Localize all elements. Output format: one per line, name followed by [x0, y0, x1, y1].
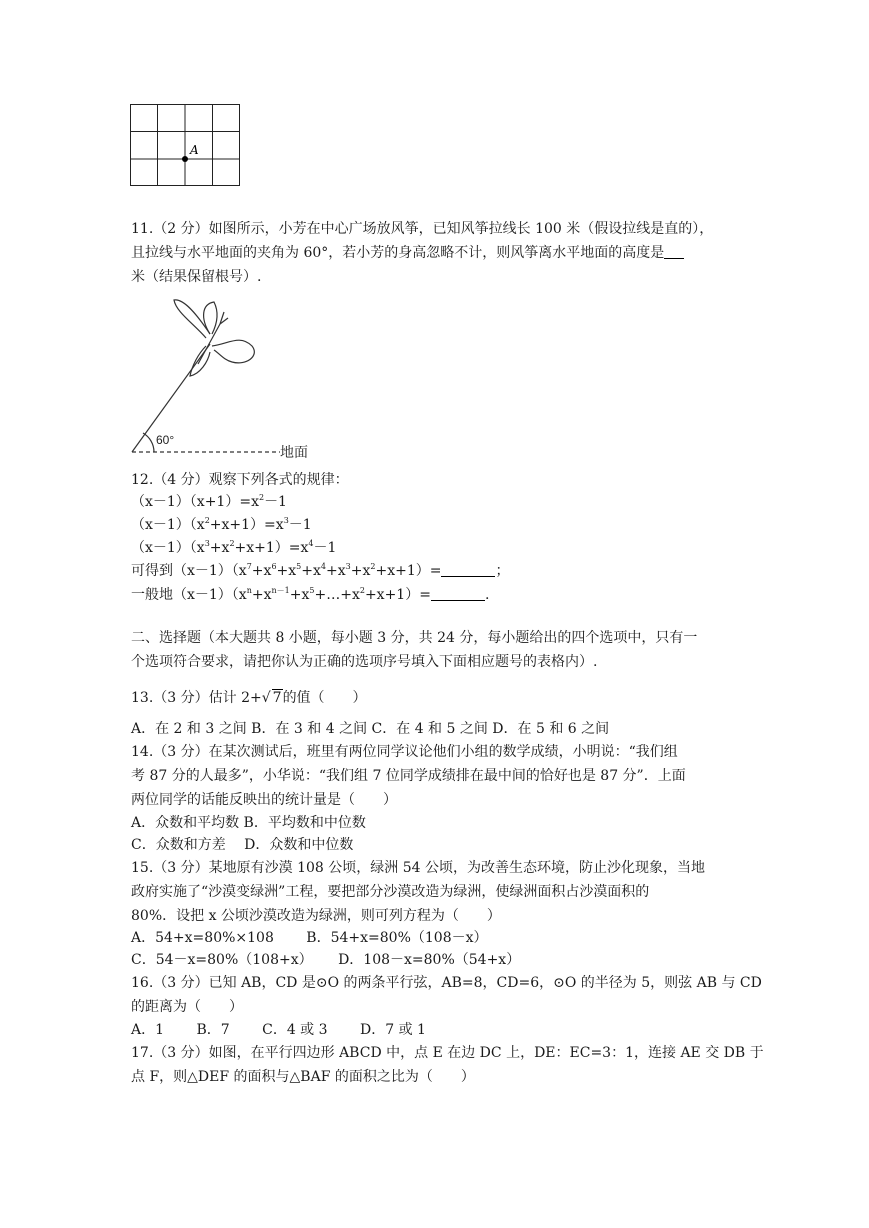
- q12-title: 12.（4 分）观察下列各式的规律：: [131, 472, 349, 488]
- butterfly-lower-wing: [212, 340, 254, 363]
- q12-derive: 可得到$(x-1)(x^7+x^6+x^5+x^4+x^3+x^2+x+1)=$ ；: [131, 562, 510, 579]
- q16-line1: 16.（3 分）已知 AB，CD 是⊙O 的两条平行弦，AB=8，CD=6，⊙O 的半径为 5，则弦 AB 与 CD: [131, 975, 762, 991]
- point-a-label: A: [190, 143, 199, 157]
- q12-eq1: $(x-1)(x+1)=x^2-1$: [131, 493, 287, 510]
- grid-figure: [130, 104, 242, 188]
- q14-line1: 14.（3 分）在某次测试后，班里有两位同学议论他们小组的数学成绩，小明说：“我们组: [131, 744, 678, 760]
- q12-general: 一般地$(x-1)(x^n+x^{n-1}+x^5+\dots+x^2+x+1)=$ .: [131, 586, 490, 603]
- angle-arc: [143, 433, 154, 452]
- q13-options: A．在 2 和 3 之间 B．在 3 和 4 之间 C．在 4 和 5 之间 D．在 5 和 6 之间: [131, 721, 610, 737]
- q13-stem: 13.（3 分）估计 2+√ 7的值（ ）: [131, 690, 367, 706]
- q17-line1: 17.（3 分）如图，在平行四边形 ABCD 中，点 E 在边 DC 上，DE：EC=3：1，连接 AE 交 DB 于: [131, 1045, 764, 1061]
- kite-figure: [128, 294, 308, 460]
- q15-options1: A．54+x=80%×108 B．54+x=80%（108－x）: [131, 930, 488, 946]
- point-a: [182, 156, 188, 162]
- q15-line2: 政府实施了“沙漠变绿洲”工程，要把部分沙漠改造为绿洲，使绿洲面积占沙漠面积的: [131, 884, 650, 900]
- section2-line2: 个选项符合要求，请把你认为正确的选项序号填入下面相应题号的表格内）.: [131, 654, 598, 670]
- q13-radicand: 7: [272, 690, 282, 706]
- q11-line2-text: 且拉线与水平地面的夹角为 60°，若小芳的身高忽略不计，则风筝离水平地面的高度是: [131, 245, 665, 261]
- q16-options: A．1 B．7 C．4 或 3 D．7 或 1: [131, 1022, 426, 1038]
- ground-label: 地面: [280, 444, 308, 460]
- angle-label: 60°: [156, 433, 175, 447]
- q16-line2: 的距离为（ ）: [131, 999, 243, 1015]
- q11-answer-blank: [664, 244, 684, 259]
- q15-line3: 80%．设把 x 公顷沙漠改造为绿洲，则可列方程为（ ）: [131, 908, 501, 924]
- q14-options2: C．众数和方差 D．众数和中位数: [131, 837, 354, 853]
- section2-line1: 二、选择题（本大题共 8 小题，每小题 3 分，共 24 分，每小题给出的四个选项中，只有一: [131, 630, 698, 646]
- q11-line2: [131, 243, 684, 263]
- butterfly-body: [198, 324, 220, 364]
- q14-line3: 两位同学的话能反映出的统计量是（ ）: [131, 792, 397, 808]
- q12-general-blank: [431, 586, 485, 601]
- q12-eq3: $(x-1)(x^3+x^2+x+1)=x^4-1$: [131, 539, 337, 556]
- q11-line1: 11.（2 分）如图所示，小芳在中心广场放风筝，已知风筝拉线长 100 米（假设拉线是直的），: [131, 221, 714, 237]
- q14-line2: 考 87 分的人最多”，小华说：“我们组 7 位同学成绩排在最中间的恰好也是 87 分”．上面: [131, 768, 686, 784]
- q12-eq2: $(x-1)(x^2+x+1)=x^3-1$: [131, 516, 312, 533]
- sqrt-symbol: √: [261, 690, 271, 706]
- q14-options1: A．众数和平均数 B．平均数和中位数: [131, 815, 366, 831]
- q11-line3: 米（结果保留根号）.: [131, 269, 262, 285]
- q15-options2: C．54－x=80%（108+x） D．108－x=80%（54+x）: [131, 952, 521, 968]
- q12-derive-blank: [441, 562, 495, 577]
- butterfly-upper-wing: [174, 300, 210, 338]
- q17-line2: 点 F，则△DEF 的面积与△BAF 的面积之比为（ ）: [131, 1069, 475, 1085]
- q15-line1: 15.（3 分）某地原有沙漠 108 公顷，绿洲 54 公顷，为改善生态环境，防止沙化现象，当地: [131, 860, 705, 876]
